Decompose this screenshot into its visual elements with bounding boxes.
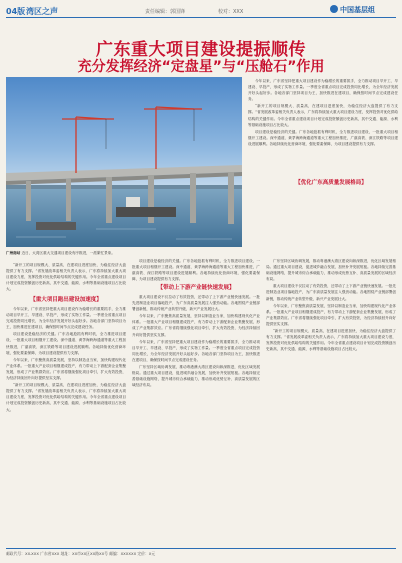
article-column-3 [6,306,126,544]
paragraph: 重大项目建设不仅拉动了有效投资，还带动了上下游产业链快速发展。一批先进制造业项目落地投产，为广东高质量发展注入强劲动能。各地围绕产业链部署创新链，推动传统产业转型升级，新兴产业发展壮大。 [266,284,396,301]
main-headline: 广东重大项目建设提振顺传 [96,40,306,60]
subhead-3: 【优化广东高质量发展格局】 [295,180,367,186]
paragraph: 项目建设是稳经济的关键。广东各地抢抓有利时机，全力推进项目建设，一批重大项目相继开工建设。深中通道、黄茅海跨海通道等重大工程加快推进，广湛高铁、深江铁路等项目建设进展顺利。各地持续优化营商环境，强化要素保障，为项目建设提供有力支撑。 [132,259,260,282]
paragraph: “新开工的项目规模大、质量高，在建项目进度加快，为稳住经济大盘提供了有力支撑。”省发展改革委相关负责人表示，广东将持续加大重大项目建设力度，发挥投资对优化供给结构的关键作用。今年全省重点建设项目计划完成投资额创历史新高，其中交通、能源、水利等基础设施项目占比较大。 [248,104,398,127]
logo-icon [330,5,338,13]
subhead-2: 【带动上下游产业链快速发展】 [157,285,235,291]
section-name: 湾区之声 [26,7,58,16]
paragraph: “新开工的项目规模大、质量高，在建项目进度加快，为稳住经济大盘提供了有力支撑。”省发展改革委相关负责人表示，广东将持续加大重大项目建设力度，发挥投资对优化供给结构的关键作用。今年全省重点建设项目计划完成投资额创历史新高，其中交通、能源、水利等基础设施项目占比较大。 [266,329,396,352]
article-column-5 [132,294,260,544]
paragraph: 重大项目建设不仅拉动了有效投资，还带动了上下游产业链快速发展。一批先进制造业项目落地投产，为广东高质量发展注入强劲动能。各地围绕产业链部署创新链，推动传统产业转型升级，新兴产业发展壮大。 [132,295,260,312]
paragraph: 今年以来，广东省坚持把重大项目建设作为稳增长的重要抓手，全力推动项目早开工、早建设、早投产，形成了实物工作量。一季度全省重点项目完成投资同比增长，为全年经济发展开好头起好步。各地各部门坚持项目为王，加快推进在建项目，确保按时间节点完成建设任务。 [132,339,260,362]
paragraph: 今年以来，广东省坚持把重大项目建设作为稳增长的重要抓手，全力推动项目早开工、早建设、早投产，形成了实物工作量。一季度全省重点项目完成投资同比增长，为全年经济发展开好头起好步。各地各部门坚持项目为王，加快推进在建项目，确保按时间节点完成建设任务。 [6,307,126,330]
subhead-1: 【重大项目跑出建设加速度】 [30,297,102,303]
header-rule [6,17,396,18]
paragraph: 项目建设是稳经济的关键。广东各地抢抓有利时机，全力推进项目建设，一批重大项目相继开工建设。深中通道、黄茅海跨海通道等重大工程加快推进，广湛高铁、深江铁路等项目建设进展顺利。各地持续优化营商环境，强化要素保障，为项目建设提供有力支撑。 [6,332,126,355]
article-column-2 [6,262,126,292]
article-column-1 [248,78,398,253]
page-header [0,0,402,24]
paragraph: 今年以来，广东聚焦高质量发展，坚持以制造业当家，加快构建现代化产业体系。一批重大产业项目相继建成投产，有力带动上下游配套企业集聚发展，形成了产业集群效应。广东省将继续强化项目牵引，扩大有效投资，为经济持续回升向好提供坚实支撑。 [6,357,126,381]
newspaper-logo: 中国基层组 [340,6,375,14]
page-number: 04版 [6,7,26,16]
paragraph: 项目建设是稳经济的关键。广东各地抢抓有利时机，全力推进项目建设，一批重大项目相继开工建设。深中通道、黄茅海跨海通道等重大工程加快推进，广湛高铁、深江铁路等项目建设进展顺利。各地持续优化营商环境，强化要素保障，为项目建设提供有力支撑。 [248,129,398,146]
paragraph: 广东坚持区域协调发展，推动粤港澳大湾区建设向纵深推进，优化区域发展格局。通过重大项目建设，促进城乡融合发展，加快补齐发展短板。各地持续完善基础设施网络，提升城市综合承载能力，推动形成优势互补、高质量发展的区域经济布局。 [266,259,396,282]
paragraph: 今年以来，广东聚焦高质量发展，坚持以制造业当家，加快构建现代化产业体系。一批重大产业项目相继建成投产，有力带动上下游配套企业集聚发展，形成了产业集群效应。广东省将继续强化项目牵引，扩大有效投资，为经济持续回升向好提供坚实支撑。 [266,303,396,326]
paragraph: 今年以来，广东省坚持把重大项目建设作为稳增长的重要抓手，全力推动项目早开工、早建设、早投产，形成了实物工作量。一季度全省重点项目完成投资同比增长，为全年经济发展开好头起好步。各地各部门坚持项目为王，加快推进在建项目，确保按时间节点完成建设任务。 [248,79,398,102]
paragraph: “新开工的项目规模大、质量高，在建项目进度加快，为稳住经济大盘提供了有力支撑。”省发展改革委相关负责人表示，广东将持续加大重大项目建设力度，发挥投资对优化供给结构的关键作用。今年全省重点建设项目计划完成投资额创历史新高，其中交通、能源、水利等基础设施项目占比较大。 [6,263,126,292]
photo-caption [6,250,126,256]
sub-headline: 充分发挥经济“定盘星”与“压舱石”作用 [77,59,325,75]
caption-text: 近日，大湾区重大交通项目建设有序推进，一派繁忙景象。 [21,251,115,255]
caption-label: 广州南站 [6,251,21,255]
page-footer: 邮政代号：XX-XXX 广东省XXX 地址：XX市XX区XX路XX号 邮编：XXXXXX 定价：X元 [6,548,396,557]
article-column-4 [132,258,260,282]
paragraph: 广东坚持区域协调发展，推动粤港澳大湾区建设向纵深推进，优化区域发展格局。通过重大项目建设，促进城乡融合发展，加快补齐发展短板。各地持续完善基础设施网络，提升城市综合承载能力，推动形成优势互补、高质量发展的区域经济布局。 [132,365,260,388]
layout-credit: 校对：XXX [218,9,244,15]
construction-photo [6,77,242,247]
paragraph: “新开工的项目规模大、质量高，在建项目进度加快，为稳住经济大盘提供了有力支撑。”省发展改革委相关负责人表示，广东将持续加大重大项目建设力度，发挥投资对优化供给结构的关键作用。今年全省重点建设项目计划完成投资额创历史新高，其中交通、能源、水利等基础设施项目占比较大。 [6,383,126,412]
article-column-6 [266,258,396,544]
paragraph: 今年以来，广东聚焦高质量发展，坚持以制造业当家，加快构建现代化产业体系。一批重大产业项目相继建成投产，有力带动上下游配套企业集聚发展，形成了产业集群效应。广东省将继续强化项目牵引，扩大有效投资，为经济持续回升向好提供坚实支撑。 [132,314,260,337]
editor-credit: 责任编辑：郭国锋 [145,9,186,15]
